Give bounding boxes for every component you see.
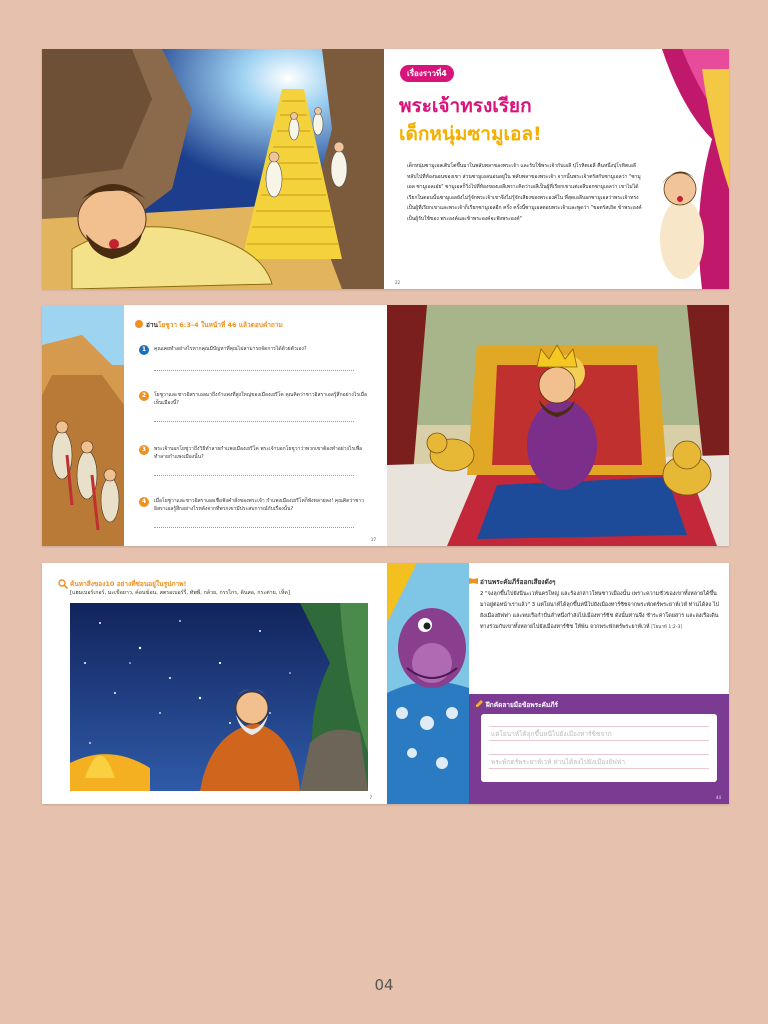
text-page-samuel xyxy=(387,49,729,289)
illustration-page-king xyxy=(387,305,729,546)
question-text: พระเจ้าบอกโยชูวาถึงวิธีทำลายกำแพงเมืองเยรีโค พระเจ้าบอกโยชูวาว่าพวกเขาต้องทำอย่างไรเพื่อทำลายกำแพงเมืองนั้น? xyxy=(154,446,363,460)
bulb-icon xyxy=(135,320,143,328)
guide-line xyxy=(489,740,709,741)
guide-line xyxy=(489,726,709,727)
handwriting-practice-panel xyxy=(469,694,729,804)
question-number-badge: 3 xyxy=(139,445,149,455)
guide-line xyxy=(489,768,709,769)
scripture-reference: [โยนาห์ 1:2-3] xyxy=(651,625,683,630)
handwriting-practice-box[interactable] xyxy=(481,714,717,782)
spread-joshua-questions xyxy=(42,305,729,546)
story-body-text: เด็กหนุ่มซามูเอลเติบโตขึ้นมาในพลับพลาของพระเจ้า และรับใช้พระเจ้ากับเอลี ปุโรหิตเอลี คืนหนึ่งปุโรหิตเอลีหลับไปที่ห้องนอนของเขา ส่วนซามูเอลนอนอยู่ใน พลับพลาของพระเจ้า จากนั้นพระเจ้าตรัสกับซามูเอลว่า "ซามูเอล ซามูเอลเอ๋ย" ซามูเอลก็วิ่งไปที่ห้องของเอลีเพราะคิดว่าเอลีเป็นผู้ที่เรียกเขาแต่เอลีบอกซามูเอลว่า เขาไม่ได้เรียกในตอนนั้นซามูเอลยังไม่รู้จักพระเจ้าเขาจึงไม่รู้จักเสียงของพระองค์ใน ที่สุดเอลีบอกซามูเอลว่าพระเจ้าทรงเป็นผู้ที่เรียกเขาและพระเจ้าก็เรียกซามูเอลอีก ครั้ง ครั้งนี้ซามูเอลตอบพระเจ้าและพูดว่า "ขอตรัสเถิด ข้าพระองค์เป็นผู้รับใช้ของ พระองค์และข้าพระองค์จะฟังพระองค์" xyxy=(407,163,642,222)
question-number-badge: 1 xyxy=(139,345,149,355)
spread-jonah xyxy=(42,563,729,804)
pencil-icon xyxy=(475,700,483,708)
king-throne-illustration xyxy=(387,305,729,546)
hidden-objects-heading: ค้นหาสิ่งของ10 อย่างที่ซ่อนอยู่ในรูปภาพ! xyxy=(70,580,187,588)
question-text: โยชูวาและชาวอิสราเอลมาถึงกำแพงที่สูงใหญ่ของเมืองเยรีโค คุณคิดว่าชาวอิสราเอลรู้สึกอย่างไรเมื่อเห็นเมืองนี้? xyxy=(154,392,368,406)
question-number-badge: 2 xyxy=(139,391,149,401)
page-number: 44 xyxy=(715,795,721,800)
page-number: 17 xyxy=(370,537,376,542)
answer-line[interactable] xyxy=(154,370,354,371)
hidden-objects-page xyxy=(42,563,384,804)
bible-reading-page xyxy=(387,563,729,804)
open-book-icon xyxy=(469,577,478,584)
tracing-text-line1: แต่โยนาห์ได้ลุกขึ้นหนีไปยังเมืองทาร์ชิชจาก xyxy=(491,730,612,738)
page-number: 7 xyxy=(369,795,372,800)
scripture-passage: 2 "จงลุกขึ้นไปยังนีนะเวห์นครใหญ่ และร้องกล่าวโทษชาวเมืองนั้น เพราะความชั่วของเขาทั้งหลายได้ขึ้นมาอยู่ต่อหน้าเราแล้ว" 3 แต่โยนาห์ได้ลุกขึ้นหนีไปยังเมืองทาร์ชิชจากพระพักตร์พระยาห์เวห์ ท่านได้ลง ไปยังเมืองยัฟฟา และพบเรือกำปั่นลำหนึ่งกำลังไปเมืองทาร์ชิช ดังนั้นท่านจึง ชำระค่าโดยสาร และลงเรือเดินทางร่วมกับเขาทั้งหลายไปยังเมืองทาร์ชิช ให้พ้น จากพระพักตร์พระยาห์เวห์ xyxy=(480,591,720,630)
jacob-ladder-illustration xyxy=(42,49,384,289)
questions-page xyxy=(42,305,384,546)
hidden-objects-list: [แฮมเบอร์เกอร์, มะเขือยาว, ค้อนฆ้อน, สตรอเบอร์รี่, ทัพพี, กล้วย, กรรไกร, ดินสอ, กระต่าย, เห็ด] xyxy=(70,590,290,596)
questions-heading xyxy=(146,320,283,330)
illustration-page-jacob-ladder xyxy=(42,49,384,289)
spread-story-samuel xyxy=(42,49,729,289)
answer-line[interactable] xyxy=(154,475,354,476)
question-number-badge: 4 xyxy=(139,497,149,507)
story-title-line1: พระเจ้าทรงเรียก xyxy=(399,95,532,117)
guide-line xyxy=(489,754,709,755)
sheet-page-number: 04 xyxy=(374,976,394,994)
heading-scripture-ref: โยชูวา 6:3–4 xyxy=(158,321,199,329)
scripture-text xyxy=(480,589,720,633)
answer-line[interactable] xyxy=(154,527,354,528)
heading-instruction: ในหน้าที่ 46 แล้วตอบคำถาม xyxy=(198,321,283,329)
heading-prefix: อ่าน xyxy=(146,321,158,329)
question-text: เมื่อโยชูวาและชาวอิสราเอลเชื่อฟังคำสั่งของพระเจ้า กำแพงเมืองเยรีโคก็พังทลายลง! คุณคิดว่าชาวอิสราเอลรู้สึกอย่างไรหลังจากที่พวกเขามีประสบการณ์กับเรื่องนั้น? xyxy=(154,498,364,512)
page-number: 22 xyxy=(395,280,401,285)
answer-line[interactable] xyxy=(154,421,354,422)
handwriting-heading: ฝึกคัดลายมือข้อพระคัมภีร์ xyxy=(486,701,558,709)
story-number-tag: เรื่องราวที่4 xyxy=(400,65,454,82)
jonah-fish-illustration xyxy=(387,563,469,804)
jericho-wall-illustration xyxy=(42,305,124,546)
read-aloud-heading: อ่านพระคัมภีร์ออกเสียงดังๆ xyxy=(480,578,556,586)
tracing-text-line2: พระพักตร์พระยาห์เวห์ ท่านได้ลงไปยังเมืองยัฟฟา xyxy=(491,758,626,766)
abraham-stars-illustration xyxy=(70,603,368,791)
question-text: คุณเคยทำอย่างไรหากคุณมีปัญหาที่คุณไม่สามารถจัดการได้ด้วยตัวเอง? xyxy=(154,346,307,352)
story-title-line2: เด็กหนุ่มซามูเอล! xyxy=(399,123,542,145)
curtain-illustration xyxy=(642,49,729,289)
magnifier-icon xyxy=(58,579,68,589)
